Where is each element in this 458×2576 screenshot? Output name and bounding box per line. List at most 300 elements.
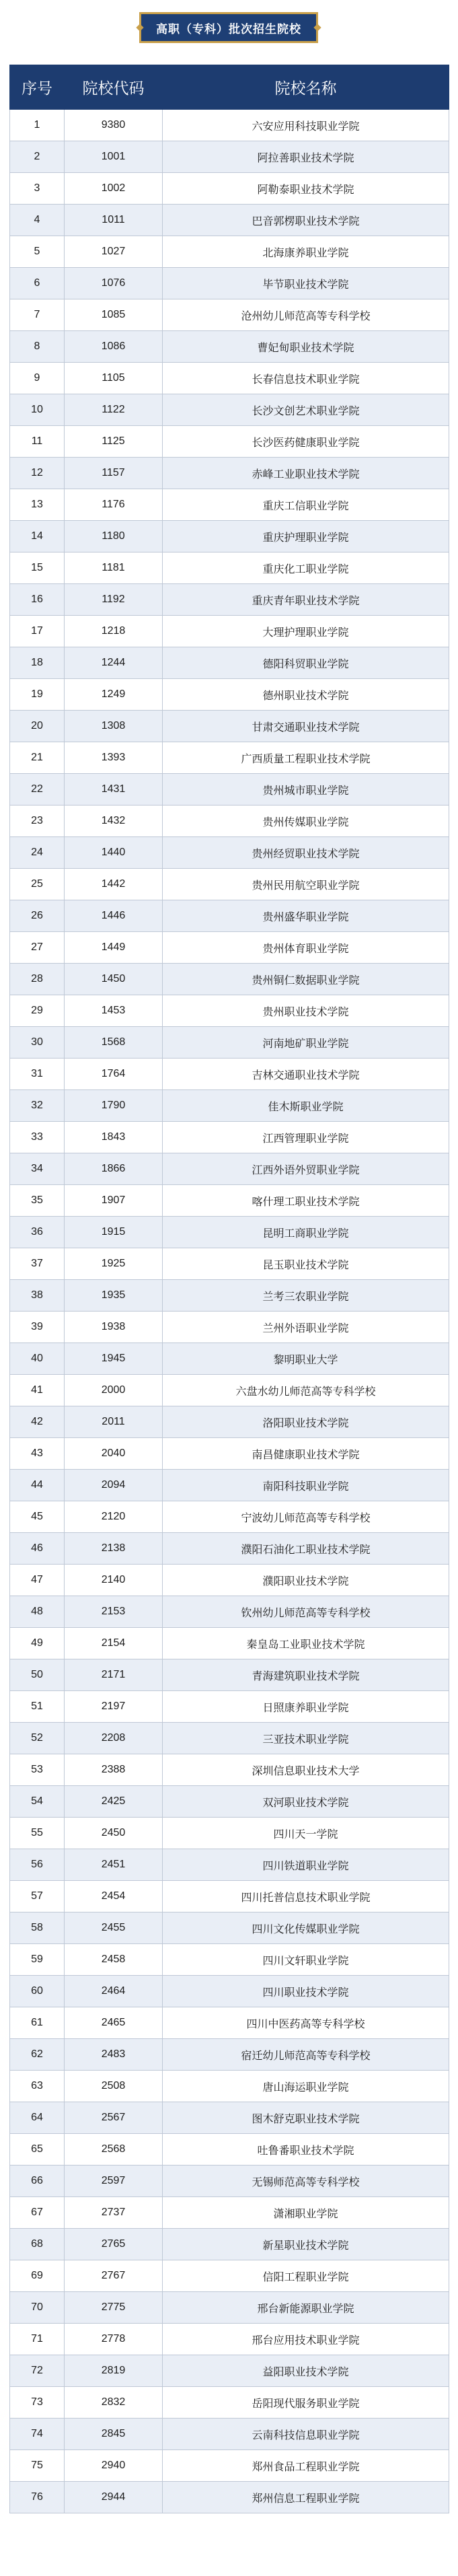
school-code: 1440 <box>65 837 163 869</box>
school-name: 秦皇岛工业职业技术学院 <box>163 1628 449 1659</box>
school-code: 2597 <box>65 2166 163 2197</box>
school-code: 2153 <box>65 1596 163 1628</box>
school-name: 吐鲁番职业技术学院 <box>163 2134 449 2166</box>
row-number: 20 <box>10 711 65 742</box>
row-number: 56 <box>10 1849 65 1881</box>
school-code: 1938 <box>65 1312 163 1343</box>
table-row <box>10 2355 449 2387</box>
table-row <box>10 1153 449 1185</box>
school-code: 1176 <box>65 489 163 521</box>
table-row <box>10 1881 449 1912</box>
school-code: 1393 <box>65 742 163 774</box>
school-name: 洛阳职业技术学院 <box>163 1406 449 1438</box>
page-title: 高职（专科）批次招生院校 <box>139 12 318 43</box>
table-row <box>10 1659 449 1691</box>
table-row <box>10 1470 449 1501</box>
row-number: 57 <box>10 1881 65 1912</box>
row-number: 63 <box>10 2071 65 2102</box>
row-number: 6 <box>10 268 65 299</box>
school-name: 邢台应用技术职业学院 <box>163 2324 449 2355</box>
table-row <box>10 1059 449 1090</box>
table-row <box>10 806 449 837</box>
school-code: 2425 <box>65 1786 163 1818</box>
school-name: 沧州幼儿师范高等专科学校 <box>163 299 449 331</box>
schools-table <box>9 65 449 2513</box>
school-name: 佳木斯职业学院 <box>163 1090 449 1122</box>
table-row <box>10 1596 449 1628</box>
school-name: 六安应用科技职业学院 <box>163 110 449 141</box>
row-number: 34 <box>10 1153 65 1185</box>
table-row <box>10 616 449 647</box>
school-name: 六盘水幼儿师范高等专科学校 <box>163 1375 449 1406</box>
table-row <box>10 1754 449 1786</box>
school-code: 2568 <box>65 2134 163 2166</box>
row-number: 68 <box>10 2229 65 2260</box>
school-code: 1076 <box>65 268 163 299</box>
school-code: 2775 <box>65 2292 163 2324</box>
school-name: 双河职业技术学院 <box>163 1786 449 1818</box>
row-number: 28 <box>10 964 65 995</box>
table-row <box>10 2482 449 2513</box>
school-name: 青海建筑职业技术学院 <box>163 1659 449 1691</box>
school-name: 益阳职业技术学院 <box>163 2355 449 2387</box>
row-number: 31 <box>10 1059 65 1090</box>
row-number: 10 <box>10 394 65 426</box>
school-name: 江西管理职业学院 <box>163 1122 449 1153</box>
table-row <box>10 1944 449 1976</box>
school-code: 1449 <box>65 932 163 964</box>
row-number: 66 <box>10 2166 65 2197</box>
table-row <box>10 1375 449 1406</box>
school-code: 2465 <box>65 2007 163 2039</box>
school-code: 1925 <box>65 1248 163 1280</box>
school-name: 昆明工商职业学院 <box>163 1217 449 1248</box>
school-code: 1218 <box>65 616 163 647</box>
table-row <box>10 2260 449 2292</box>
school-code: 2450 <box>65 1818 163 1849</box>
table-row <box>10 1849 449 1881</box>
table-row <box>10 489 449 521</box>
table-row <box>10 1312 449 1343</box>
school-name: 四川文轩职业学院 <box>163 1944 449 1976</box>
school-name: 曹妃甸职业技术学院 <box>163 331 449 363</box>
school-name: 信阳工程职业学院 <box>163 2260 449 2292</box>
row-number: 41 <box>10 1375 65 1406</box>
table-row <box>10 742 449 774</box>
school-name: 日照康养职业学院 <box>163 1691 449 1723</box>
school-code: 1192 <box>65 584 163 616</box>
row-number: 23 <box>10 806 65 837</box>
row-number: 71 <box>10 2324 65 2355</box>
school-code: 2767 <box>65 2260 163 2292</box>
table-body <box>10 110 449 2513</box>
row-number: 45 <box>10 1501 65 1533</box>
row-number: 16 <box>10 584 65 616</box>
table-row <box>10 110 449 141</box>
school-name: 甘肃交通职业技术学院 <box>163 711 449 742</box>
school-code: 2000 <box>65 1375 163 1406</box>
row-number: 14 <box>10 521 65 552</box>
school-name: 新星职业技术学院 <box>163 2229 449 2260</box>
row-number: 52 <box>10 1723 65 1754</box>
row-number: 51 <box>10 1691 65 1723</box>
table-row <box>10 1185 449 1217</box>
table-row <box>10 932 449 964</box>
school-code: 1180 <box>65 521 163 552</box>
row-number: 19 <box>10 679 65 711</box>
school-code: 1866 <box>65 1153 163 1185</box>
row-number: 54 <box>10 1786 65 1818</box>
school-code: 2171 <box>65 1659 163 1691</box>
school-name: 四川托普信息技术职业学院 <box>163 1881 449 1912</box>
school-code: 1002 <box>65 173 163 205</box>
table-row <box>10 1438 449 1470</box>
table-row <box>10 2324 449 2355</box>
school-name: 江西外语外贸职业学院 <box>163 1153 449 1185</box>
table-row <box>10 774 449 806</box>
table-row <box>10 173 449 205</box>
school-name: 广西质量工程职业技术学院 <box>163 742 449 774</box>
row-number: 67 <box>10 2197 65 2229</box>
school-name: 德阳科贸职业学院 <box>163 647 449 679</box>
school-code: 1181 <box>65 552 163 584</box>
school-code: 9380 <box>65 110 163 141</box>
table-row <box>10 552 449 584</box>
table-row <box>10 1786 449 1818</box>
school-name: 潇湘职业学院 <box>163 2197 449 2229</box>
table-row <box>10 1533 449 1565</box>
table-row <box>10 2450 449 2482</box>
row-number: 3 <box>10 173 65 205</box>
school-name: 钦州幼儿师范高等专科学校 <box>163 1596 449 1628</box>
row-number: 59 <box>10 1944 65 1976</box>
school-code: 2140 <box>65 1565 163 1596</box>
school-code: 2197 <box>65 1691 163 1723</box>
school-code: 2120 <box>65 1501 163 1533</box>
table-row <box>10 2229 449 2260</box>
column-header-number: 序号 <box>10 65 65 110</box>
row-number: 4 <box>10 205 65 236</box>
row-number: 70 <box>10 2292 65 2324</box>
row-number: 44 <box>10 1470 65 1501</box>
school-name: 四川文化传媒职业学院 <box>163 1912 449 1944</box>
school-code: 1085 <box>65 299 163 331</box>
school-name: 邢台新能源职业学院 <box>163 2292 449 2324</box>
school-code: 1764 <box>65 1059 163 1090</box>
row-number: 47 <box>10 1565 65 1596</box>
school-name: 贵州职业技术学院 <box>163 995 449 1027</box>
table-row <box>10 1280 449 1312</box>
school-code: 1105 <box>65 363 163 394</box>
table-row <box>10 2197 449 2229</box>
school-code: 1935 <box>65 1280 163 1312</box>
column-header-code: 院校代码 <box>65 65 163 110</box>
table-row <box>10 299 449 331</box>
school-name: 图木舒克职业技术学院 <box>163 2102 449 2134</box>
row-number: 40 <box>10 1343 65 1375</box>
row-number: 15 <box>10 552 65 584</box>
school-code: 2765 <box>65 2229 163 2260</box>
school-code: 2464 <box>65 1976 163 2007</box>
row-number: 53 <box>10 1754 65 1786</box>
school-name: 南昌健康职业技术学院 <box>163 1438 449 1470</box>
row-number: 5 <box>10 236 65 268</box>
school-name: 贵州盛华职业学院 <box>163 900 449 932</box>
school-name: 宁波幼儿师范高等专科学校 <box>163 1501 449 1533</box>
table-row <box>10 1565 449 1596</box>
school-name: 郑州信息工程职业学院 <box>163 2482 449 2513</box>
school-name: 长沙医药健康职业学院 <box>163 426 449 458</box>
row-number: 46 <box>10 1533 65 1565</box>
row-number: 62 <box>10 2039 65 2071</box>
row-number: 36 <box>10 1217 65 1248</box>
row-number: 72 <box>10 2355 65 2387</box>
row-number: 73 <box>10 2387 65 2419</box>
school-code: 1027 <box>65 236 163 268</box>
school-name: 岳阳现代服务职业学院 <box>163 2387 449 2419</box>
school-code: 1843 <box>65 1122 163 1153</box>
school-name: 贵州传媒职业学院 <box>163 806 449 837</box>
row-number: 35 <box>10 1185 65 1217</box>
school-code: 1001 <box>65 141 163 173</box>
row-number: 49 <box>10 1628 65 1659</box>
row-number: 9 <box>10 363 65 394</box>
row-number: 42 <box>10 1406 65 1438</box>
row-number: 21 <box>10 742 65 774</box>
school-name: 深圳信息职业技术大学 <box>163 1754 449 1786</box>
row-number: 30 <box>10 1027 65 1059</box>
table-row <box>10 1122 449 1153</box>
school-code: 2011 <box>65 1406 163 1438</box>
row-number: 7 <box>10 299 65 331</box>
school-name: 贵州民用航空职业学院 <box>163 869 449 900</box>
title-banner-area <box>0 0 458 65</box>
row-number: 50 <box>10 1659 65 1691</box>
school-code: 1790 <box>65 1090 163 1122</box>
table-row <box>10 869 449 900</box>
school-code: 2483 <box>65 2039 163 2071</box>
table-row <box>10 521 449 552</box>
school-code: 2455 <box>65 1912 163 1944</box>
row-number: 60 <box>10 1976 65 2007</box>
table-row <box>10 711 449 742</box>
table-row <box>10 1691 449 1723</box>
table-row <box>10 1406 449 1438</box>
table-row <box>10 394 449 426</box>
school-code: 1431 <box>65 774 163 806</box>
school-code: 2458 <box>65 1944 163 1976</box>
table-row <box>10 995 449 1027</box>
table-row <box>10 2102 449 2134</box>
school-code: 1011 <box>65 205 163 236</box>
table-row <box>10 1217 449 1248</box>
school-code: 2208 <box>65 1723 163 1754</box>
school-name: 四川铁道职业学院 <box>163 1849 449 1881</box>
school-name: 四川中医药高等专科学校 <box>163 2007 449 2039</box>
table-row <box>10 2007 449 2039</box>
row-number: 25 <box>10 869 65 900</box>
school-code: 1122 <box>65 394 163 426</box>
school-code: 1915 <box>65 1217 163 1248</box>
school-name: 长春信息技术职业学院 <box>163 363 449 394</box>
row-number: 29 <box>10 995 65 1027</box>
school-name: 重庆护理职业学院 <box>163 521 449 552</box>
school-name: 贵州经贸职业技术学院 <box>163 837 449 869</box>
row-number: 69 <box>10 2260 65 2292</box>
school-code: 2778 <box>65 2324 163 2355</box>
table-row <box>10 2134 449 2166</box>
school-code: 2451 <box>65 1849 163 1881</box>
table-row <box>10 236 449 268</box>
school-name: 德州职业技术学院 <box>163 679 449 711</box>
table-row <box>10 2039 449 2071</box>
table-row <box>10 1090 449 1122</box>
row-number: 65 <box>10 2134 65 2166</box>
school-name: 贵州铜仁数据职业学院 <box>163 964 449 995</box>
school-name: 阿勒泰职业技术学院 <box>163 173 449 205</box>
table-row <box>10 205 449 236</box>
school-name: 吉林交通职业技术学院 <box>163 1059 449 1090</box>
table-row <box>10 1343 449 1375</box>
row-number: 22 <box>10 774 65 806</box>
school-name: 贵州体育职业学院 <box>163 932 449 964</box>
school-name: 大理护理职业学院 <box>163 616 449 647</box>
row-number: 75 <box>10 2450 65 2482</box>
row-number: 26 <box>10 900 65 932</box>
table-row <box>10 1027 449 1059</box>
column-header-name: 院校名称 <box>163 65 449 110</box>
school-code: 1446 <box>65 900 163 932</box>
table-header-row <box>10 65 449 110</box>
row-number: 37 <box>10 1248 65 1280</box>
school-name: 四川天一学院 <box>163 1818 449 1849</box>
table-row <box>10 1818 449 1849</box>
school-name: 阿拉善职业技术学院 <box>163 141 449 173</box>
school-code: 1244 <box>65 647 163 679</box>
school-name: 重庆青年职业技术学院 <box>163 584 449 616</box>
school-name: 河南地矿职业学院 <box>163 1027 449 1059</box>
school-name: 宿迁幼儿师范高等专科学校 <box>163 2039 449 2071</box>
school-name: 兰州外语职业学院 <box>163 1312 449 1343</box>
table-row <box>10 1912 449 1944</box>
school-code: 2944 <box>65 2482 163 2513</box>
table-row <box>10 2387 449 2419</box>
school-name: 云南科技信息职业学院 <box>163 2419 449 2450</box>
school-code: 1157 <box>65 458 163 489</box>
school-code: 1907 <box>65 1185 163 1217</box>
table-row <box>10 679 449 711</box>
school-name: 贵州城市职业学院 <box>163 774 449 806</box>
school-name: 赤峰工业职业技术学院 <box>163 458 449 489</box>
row-number: 27 <box>10 932 65 964</box>
table-row <box>10 426 449 458</box>
row-number: 64 <box>10 2102 65 2134</box>
school-name: 昆玉职业技术学院 <box>163 1248 449 1280</box>
school-code: 2832 <box>65 2387 163 2419</box>
school-name: 长沙文创艺术职业学院 <box>163 394 449 426</box>
row-number: 17 <box>10 616 65 647</box>
row-number: 33 <box>10 1122 65 1153</box>
row-number: 76 <box>10 2482 65 2513</box>
table-row <box>10 458 449 489</box>
table-row <box>10 268 449 299</box>
school-code: 2454 <box>65 1881 163 1912</box>
school-code: 2737 <box>65 2197 163 2229</box>
school-code: 1568 <box>65 1027 163 1059</box>
school-code: 2567 <box>65 2102 163 2134</box>
table-row <box>10 2071 449 2102</box>
table-row <box>10 584 449 616</box>
school-code: 2508 <box>65 2071 163 2102</box>
school-name: 三亚技术职业学院 <box>163 1723 449 1754</box>
row-number: 43 <box>10 1438 65 1470</box>
row-number: 1 <box>10 110 65 141</box>
school-name: 重庆工信职业学院 <box>163 489 449 521</box>
school-name: 四川职业技术学院 <box>163 1976 449 2007</box>
school-name: 重庆化工职业学院 <box>163 552 449 584</box>
table-row <box>10 2166 449 2197</box>
school-name: 巴音郭楞职业技术学院 <box>163 205 449 236</box>
school-name: 北海康养职业学院 <box>163 236 449 268</box>
school-code: 2388 <box>65 1754 163 1786</box>
school-code: 1249 <box>65 679 163 711</box>
row-number: 11 <box>10 426 65 458</box>
table-row <box>10 1501 449 1533</box>
row-number: 13 <box>10 489 65 521</box>
table-row <box>10 964 449 995</box>
table-row <box>10 1248 449 1280</box>
school-code: 2138 <box>65 1533 163 1565</box>
school-code: 2094 <box>65 1470 163 1501</box>
school-code: 1453 <box>65 995 163 1027</box>
school-name: 南阳科技职业学院 <box>163 1470 449 1501</box>
table-row <box>10 141 449 173</box>
row-number: 2 <box>10 141 65 173</box>
school-name: 濮阳石油化工职业技术学院 <box>163 1533 449 1565</box>
school-code: 2040 <box>65 1438 163 1470</box>
school-code: 1308 <box>65 711 163 742</box>
row-number: 58 <box>10 1912 65 1944</box>
table-row <box>10 1723 449 1754</box>
school-name: 唐山海运职业学院 <box>163 2071 449 2102</box>
table-row <box>10 331 449 363</box>
table-row <box>10 1628 449 1659</box>
school-code: 1450 <box>65 964 163 995</box>
school-code: 2940 <box>65 2450 163 2482</box>
row-number: 74 <box>10 2419 65 2450</box>
table-row <box>10 837 449 869</box>
school-code: 1125 <box>65 426 163 458</box>
table-row <box>10 2419 449 2450</box>
row-number: 48 <box>10 1596 65 1628</box>
school-code: 2819 <box>65 2355 163 2387</box>
row-number: 24 <box>10 837 65 869</box>
school-code: 2154 <box>65 1628 163 1659</box>
row-number: 38 <box>10 1280 65 1312</box>
row-number: 8 <box>10 331 65 363</box>
school-code: 1442 <box>65 869 163 900</box>
table-row <box>10 647 449 679</box>
row-number: 12 <box>10 458 65 489</box>
school-code: 1432 <box>65 806 163 837</box>
table-row <box>10 1976 449 2007</box>
school-name: 濮阳职业技术学院 <box>163 1565 449 1596</box>
school-name: 黎明职业大学 <box>163 1343 449 1375</box>
school-name: 无锡师范高等专科学校 <box>163 2166 449 2197</box>
school-name: 兰考三农职业学院 <box>163 1280 449 1312</box>
row-number: 39 <box>10 1312 65 1343</box>
row-number: 55 <box>10 1818 65 1849</box>
